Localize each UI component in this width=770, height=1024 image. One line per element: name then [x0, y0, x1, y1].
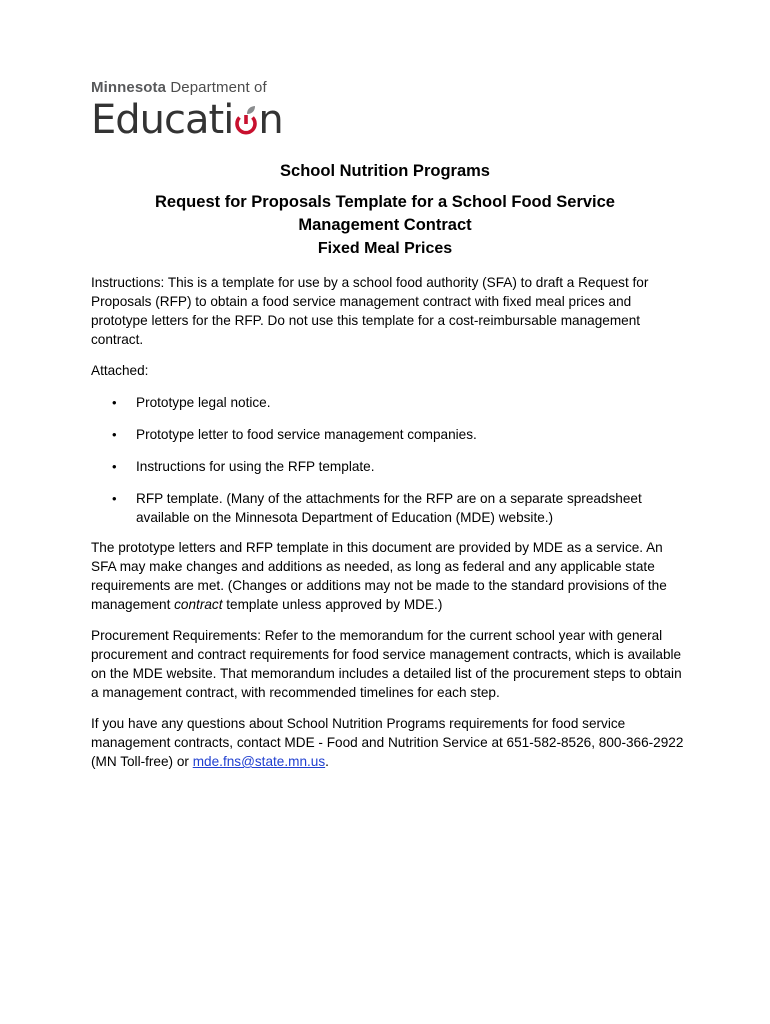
list-item [91, 393, 691, 412]
bullet-icon: • [112, 427, 117, 442]
list-item-text: Instructions for using the RFP template. [136, 459, 375, 474]
list-item-text: Prototype legal notice. [136, 395, 271, 410]
list-item-text: Prototype letter to food service management companies. [136, 427, 477, 442]
instructions-paragraph: Instructions: This is a template for use by a school food authority (SFA) to draft a Request for Proposals (RFP) to obtain a food service management contract with fixed meal prices and prototype letters for the RFP. Do not use this template for a cost-reimbursable management contract. [91, 275, 649, 347]
document-title-line1: Request for Proposals Template for a School Food Service [155, 193, 615, 211]
list-item-text: RFP template. (Many of the attachments for the RFP are on a separate spreadsheet available on the Minnesota Department of Education (MDE) website.) [136, 491, 642, 525]
questions-text: If you have any questions about School Nutrition Programs requirements for food service management contracts, contact MDE - Food and Nutrition Service at 651-582-8526, 800-366-2922 (MN Toll-free) or [91, 716, 684, 769]
power-leaf-icon [234, 107, 257, 136]
bullet-icon: • [112, 459, 117, 474]
questions-paragraph [91, 714, 691, 771]
procurement-paragraph: Procurement Requirements: Refer to the memorandum for the current school year with general procurement and contract requirements for food service management contracts, which is available on the MDE website. That memorandum includes a detailed list of the procurement steps to obtain a management contract, with recommended timelines for each step. [91, 628, 682, 700]
prototype-paragraph [91, 538, 691, 614]
logo-education [91, 98, 291, 142]
mde-logo [91, 78, 291, 144]
bullet-icon: • [112, 395, 117, 410]
questions-end: . [325, 754, 329, 769]
email-link[interactable]: mde.fns@state.mn.us [192, 754, 326, 769]
prototype-text-after: template unless approved by MDE.) [222, 597, 443, 612]
document-title-line2: Management Contract [298, 216, 472, 234]
list-item [91, 457, 691, 476]
document-subtitle: Fixed Meal Prices [317, 240, 453, 257]
logo-top-line [91, 78, 291, 98]
power-leaf-svg [234, 105, 258, 137]
list-item [91, 425, 691, 444]
list-item [91, 489, 691, 527]
prototype-text-italic: contract [174, 597, 223, 612]
logo-state: Minnesota [91, 79, 167, 96]
prototype-text-before: The prototype letters and RFP template in this document are provided by MDE as a service. An SFA may make changes and additions as needed, as long as federal and any applicable state requirements are met. (Changes or additions may not be made to the standard provisions of the management [91, 540, 667, 612]
attached-label: Attached: [91, 363, 149, 378]
bullet-icon: • [112, 491, 117, 506]
leaf-shape [247, 106, 255, 114]
program-title: School Nutrition Programs [280, 162, 490, 180]
logo-main-after: n [258, 97, 283, 143]
attachments-list [91, 393, 691, 540]
logo-main-before: Educati [91, 97, 234, 143]
logo-dept: Department of [170, 79, 267, 96]
